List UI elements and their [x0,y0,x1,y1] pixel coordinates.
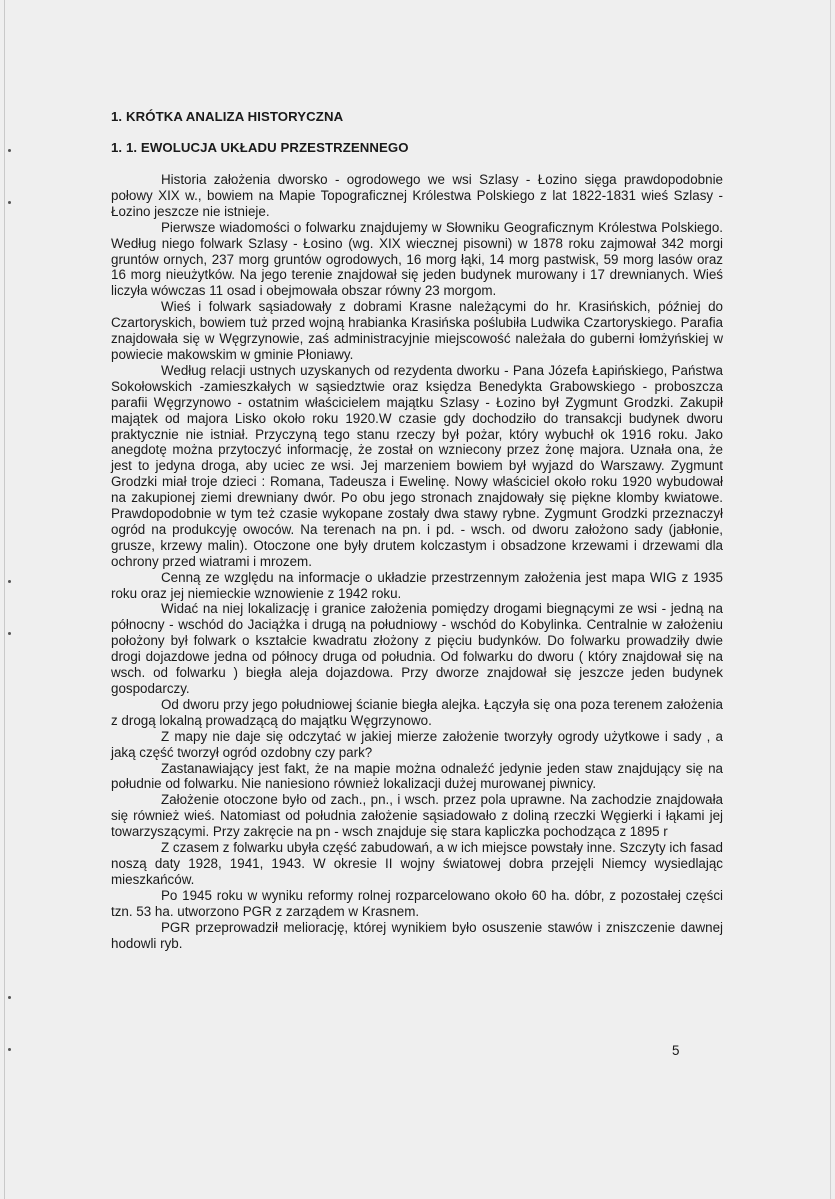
paragraph: Z czasem z folwarku ubyła część zabudowań, a w ich miejsce powstały inne. Szczyty ich fasad noszą daty 1928, 1941, 1943. W okresie II wojny światowej dobra przejęli Niemcy wysiedlając mieszkańców. [111,840,723,887]
paragraph: Zastanawiający jest fakt, że na mapie można odnaleźć jedynie jeden staw znajdujący się na południe od folwarku. Nie naniesiono również lokalizacji dużej murowanej piwnicy. [111,760,723,792]
paragraph: Według relacji ustnych uzyskanych od rezydenta dworku - Pana Józefa Łapińskiego, Państwa Sokołowskich -zamieszkałych w sąsiedztwie oraz księdza Benedykta Grabowskiego - proboszcza parafii Węgrzynowo - ostatnim właścicielem majątku Szlasy - Łozino był Zygmunt Grodzki. Zakupił majątek od majora Lisko około roku 1920.W czasie gdy dochodziło do transakcji budynek dworu praktycznie nie istniał. Przyczyną tego stanu rzeczy był pożar, który wybuchł ok 1916 roku. Jako anegdotę można przytoczyć informację, że został on wzniecony przez żonę majora. Uznała ona, że jest to jedyna droga, aby uciec ze wsi. Jej marzeniem bowiem był wyjazd do Warszawy. Zygmunt Grodzki miał troje dzieci : Romana, Tadeusza i Ewelinę. Nowy właściciel około roku 1920 wybudował na zakupionej ziemi drewniany dwór. Po obu jego stronach znajdowały się piękne klomby kwiatowe. Prawdopodobnie w tym też czasie wykopane zostały dwa stawy rybne. Zygmunt Grodzki przeznaczył ogród na produkcyję owoców. Na terenach na pn. i pd. - wsch. od dworu założono sady (jabłonie, grusze, krzewy malin). Otoczone one były drutem kolczastym i obsadzone krzewami i drzewami dla ochrony przed wiatrami i mrozem. [111,362,723,569]
paragraph: Historia założenia dworsko - ogrodowego we wsi Szlasy - Łozino sięga prawdopodobnie połowy XIX w., bowiem na Mapie Topograficznej Królestwa Polskiego z lat 1822-1831 wieś Szlasy - Łozino jeszcze nie istnieje. [111,172,723,219]
paragraph: Wieś i folwark sąsiadowały z dobrami Krasne należącymi do hr. Krasińskich, później do Czartoryskich, bowiem tuż przed wojną hrabianka Krasińska poślubiła Ludwika Czartoryskiego. Parafia znajdowała się w Węgrzynowie, zaś administracyjnie miejscowość należała do guberni łomżyńskiej w powiecie makowskim w gminie Płoniawy. [111,299,723,362]
scan-mark [8,149,11,152]
document-body [111,172,723,951]
paragraph: Z mapy nie daje się odczytać w jakiej mierze założenie tworzyły ogrody użytkowe i sady , a jaką część tworzył ogród ozdobny czy park? [111,728,723,760]
paragraph: Pierwsze wiadomości o folwarku znajdujemy w Słowniku Geograficznym Królestwa Polskiego. Według niego folwark Szlasy - Łosino (wg. XIX wiecznej pisowni) w 1878 roku zajmował 342 morgi gruntów ornych, 237 morg gruntów ogrodowych, 16 morg łąki, 14 morg pastwisk, 59 morg lasów oraz 16 morg nieużytków. Na jego terenie znajdował się jeden budynek murowany i 17 drewnianych. Wieś liczyła wówczas 11 osad i obejmowała obszar równy 23 morgom. [111,219,723,299]
scan-edge-right [830,0,831,1199]
document-content [111,108,723,951]
scan-mark [8,201,11,204]
page-number: 5 [672,1043,680,1058]
section-heading: 1. KRÓTKA ANALIZA HISTORYCZNA [111,109,344,124]
scan-mark [8,632,11,635]
paragraph: PGR przeprowadził meliorację, której wynikiem było osuszenie stawów i zniszczenie dawnej hodowli ryb. [111,919,723,951]
paragraph: Cenną ze względu na informacje o układzie przestrzennym założenia jest mapa WIG z 1935 roku oraz jej niemieckie wznowienie z 1942 roku. [111,569,723,601]
subsection-heading: 1. 1. EWOLUCJA UKŁADU PRZESTRZENNEGO [111,140,409,155]
scan-edge-left [4,0,5,1199]
paragraph: Po 1945 roku w wyniku reformy rolnej rozparcelowano około 60 ha. dóbr, z pozostałej części tzn. 53 ha. utworzono PGR z zarządem w Krasnem. [111,887,723,919]
scan-mark [8,1048,11,1051]
paragraph: Założenie otoczone było od zach., pn., i wsch. przez pola uprawne. Na zachodzie znajdowała się również wieś. Natomiast od południa założenie sąsiadowało z doliną rzeczki Węgierki i łąkami jej towarzyszącymi. Przy zakręcie na pn - wsch znajduje się stara kapliczka pochodząca z 1895 r [111,792,723,840]
scan-mark [8,996,11,999]
paragraph: Od dworu przy jego południowej ścianie biegła alejka. Łączyła się ona poza terenem założenia z drogą lokalną prowadzącą do majątku Węgrzynowo. [111,696,723,728]
paragraph: Widać na niej lokalizację i granice założenia pomiędzy drogami biegnącymi ze wsi - jedną na północny - wschód do Jaciążka i drugą na południowy - wschód do Kobylinka. Centralnie w założeniu położony był folwark o kształcie kwadratu złożony z pięciu budynków. Do folwarku prowadziły dwie drogi dojazdowe jedna od północy druga od południa. Od folwarku do dworu ( który znajdował się na wsch. od folwarku ) biegła aleja dojazdowa. Przy dworze znajdował się jeszcze jeden budynek gospodarczy. [111,601,723,696]
scan-mark [8,580,11,583]
